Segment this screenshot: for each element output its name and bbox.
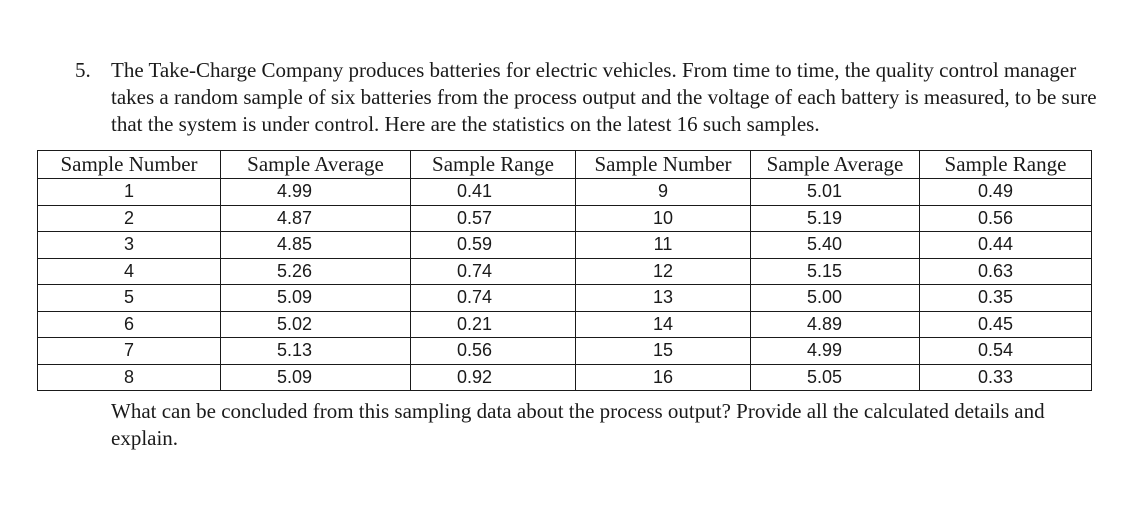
table-cell: 5 xyxy=(38,285,221,312)
header-sample-number-2: Sample Number xyxy=(576,151,751,179)
table-cell: 7 xyxy=(38,338,221,365)
table-cell: 5.15 xyxy=(751,258,920,285)
table-cell: 12 xyxy=(576,258,751,285)
table-cell: 1 xyxy=(38,179,221,206)
header-sample-average-2: Sample Average xyxy=(751,151,920,179)
table-cell: 0.21 xyxy=(411,311,576,338)
header-sample-number: Sample Number xyxy=(38,151,221,179)
table-cell: 0.49 xyxy=(920,179,1092,206)
sampling-table xyxy=(37,150,1092,391)
table-cell: 4 xyxy=(38,258,221,285)
table-cell: 0.35 xyxy=(920,285,1092,312)
table-cell: 0.57 xyxy=(411,205,576,232)
table-cell: 9 xyxy=(576,179,751,206)
table-cell: 10 xyxy=(576,205,751,232)
table-cell: 4.99 xyxy=(751,338,920,365)
table-row xyxy=(38,258,1092,285)
table-cell: 11 xyxy=(576,232,751,259)
table-cell: 0.92 xyxy=(411,364,576,391)
table-row xyxy=(38,364,1092,391)
table-cell: 5.00 xyxy=(751,285,920,312)
question-text: The Take-Charge Company produces batteries for electric vehicles. From time to time, the quality control manager takes a random sample of six batteries from the process output and the voltage of each battery is measured, to be sure that the system is under control. Here are the statistics on the latest 16 such samples. xyxy=(111,58,1097,136)
table-cell: 5.09 xyxy=(221,364,411,391)
table-cell: 5.13 xyxy=(221,338,411,365)
table-cell: 0.63 xyxy=(920,258,1092,285)
table-cell: 16 xyxy=(576,364,751,391)
table-cell: 0.74 xyxy=(411,258,576,285)
header-sample-range: Sample Range xyxy=(411,151,576,179)
table-row xyxy=(38,311,1092,338)
table-cell: 0.33 xyxy=(920,364,1092,391)
table-cell: 4.99 xyxy=(221,179,411,206)
table-cell: 4.89 xyxy=(751,311,920,338)
table-cell: 8 xyxy=(38,364,221,391)
closing-question: What can be concluded from this sampling data about the process output? Provide all the calculated details and explain. xyxy=(111,399,1045,450)
question-number: 5. xyxy=(75,58,91,82)
table-row xyxy=(38,338,1092,365)
table-cell: 5.05 xyxy=(751,364,920,391)
table-cell: 5.19 xyxy=(751,205,920,232)
table-cell: 5.09 xyxy=(221,285,411,312)
table-cell: 0.56 xyxy=(920,205,1092,232)
table-cell: 15 xyxy=(576,338,751,365)
table-cell: 0.56 xyxy=(411,338,576,365)
table-cell: 0.74 xyxy=(411,285,576,312)
table-cell: 0.54 xyxy=(920,338,1092,365)
table-cell: 0.45 xyxy=(920,311,1092,338)
table-cell: 5.01 xyxy=(751,179,920,206)
table-row xyxy=(38,179,1092,206)
header-sample-range-2: Sample Range xyxy=(920,151,1092,179)
table-row xyxy=(38,205,1092,232)
table-cell: 4.87 xyxy=(221,205,411,232)
table-cell: 6 xyxy=(38,311,221,338)
table-cell: 5.40 xyxy=(751,232,920,259)
table-cell: 2 xyxy=(38,205,221,232)
table-cell: 5.02 xyxy=(221,311,411,338)
table-row xyxy=(38,232,1092,259)
table-cell: 4.85 xyxy=(221,232,411,259)
table-row xyxy=(38,285,1092,312)
table-cell: 5.26 xyxy=(221,258,411,285)
table-cell: 0.41 xyxy=(411,179,576,206)
header-sample-average: Sample Average xyxy=(221,151,411,179)
table-cell: 0.59 xyxy=(411,232,576,259)
table-cell: 0.44 xyxy=(920,232,1092,259)
table-header-row xyxy=(38,151,1092,179)
table-cell: 3 xyxy=(38,232,221,259)
table-cell: 14 xyxy=(576,311,751,338)
table-cell: 13 xyxy=(576,285,751,312)
